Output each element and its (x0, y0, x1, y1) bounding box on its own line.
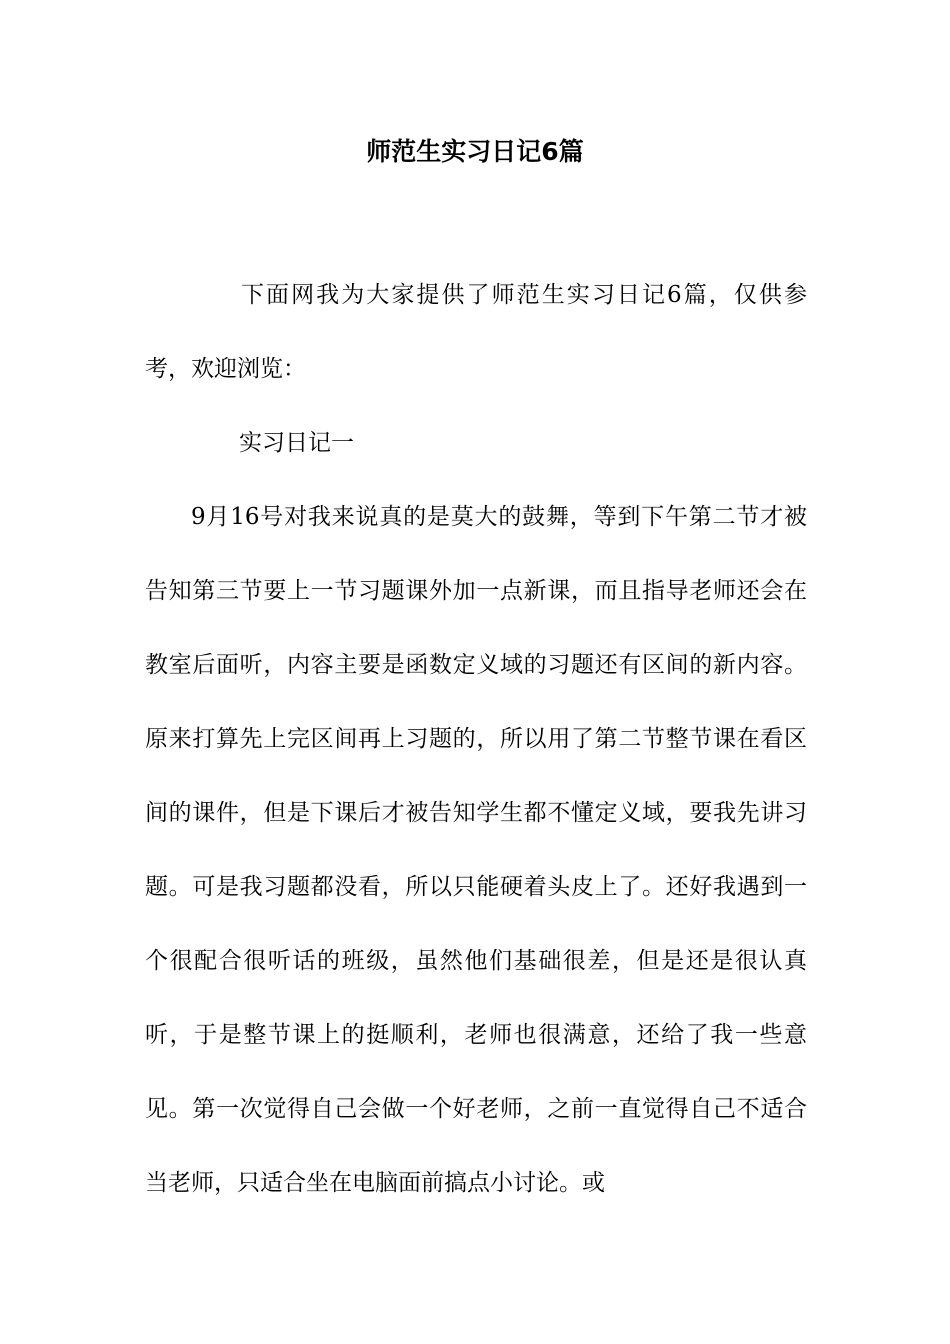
document-title: 师范生实习日记6篇 (366, 137, 584, 166)
diary-paragraph: 9月16号对我来说真的是莫大的鼓舞，等到下午第二节才被告知第三节要上一节习题课外加一点新课，而且指导老师还会在教室后面听，内容主要是函数定义域的习题还有区间的新内容。原来打算先上完区间再上习题的，所以用了第二节整节课在看区间的课件，但是下课后才被告知学生都不懂定义域，要我先讲习题。可是我习题都没看，所以只能硬着头皮上了。还好我遇到一个很配合很听话的班级，虽然他们基础很差，但是还是很认真听，于是整节课上的挺顺利，老师也很满意，还给了我一些意见。第一次觉得自己会做一个好老师，之前一直觉得自己不适合当老师，只适合坐在电脑面前搞点小讨论。或 (145, 504, 807, 1196)
document-body (145, 258, 807, 1220)
intro-paragraph: 下面网我为大家提供了师范生实习日记6篇，仅供参考，欢迎浏览： (145, 282, 807, 382)
section-heading: 实习日记一 (239, 430, 354, 456)
